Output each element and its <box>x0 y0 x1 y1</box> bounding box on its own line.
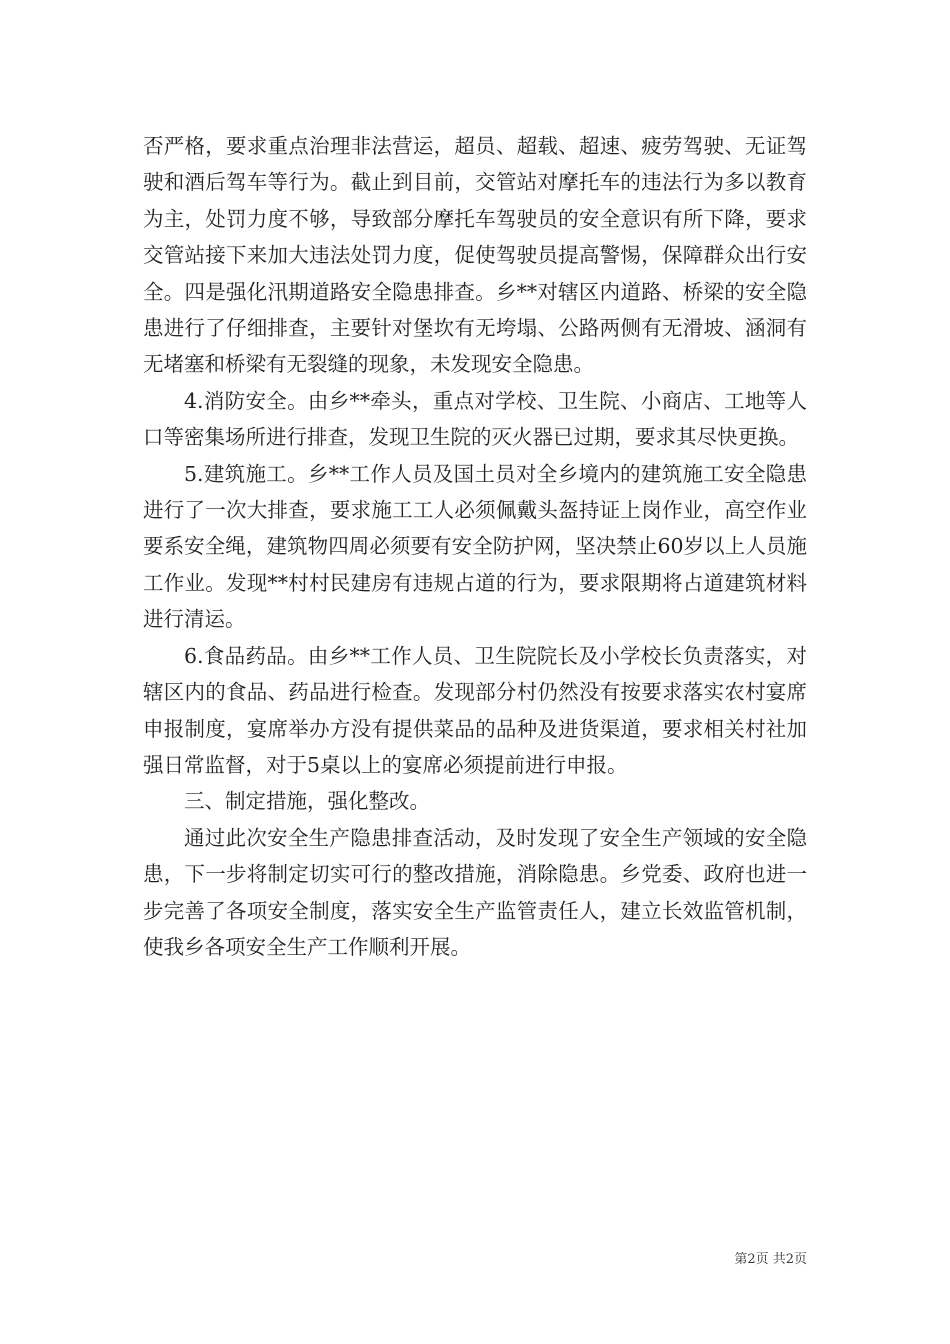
paragraph-conclusion: 通过此次安全生产隐患排查活动，及时发现了安全生产领域的安全隐患，下一步将制定切实可行的整改措施，消除隐患。乡党委、政府也进一步完善了各项安全制度，落实安全生产监管责任人，建立长效监管机制，使我乡各项安全生产工作顺利开展。 <box>143 825 807 959</box>
paragraph-food-drugs: 6.食品药品。由乡**工作人员、卫生院院长及小学校长负责落实，对辖区内的食品、药品进行检查。发现部分村仍然没有按要求落实农村宴席申报制度，宴席举办方没有提供菜品的品种及进货渠道，要求相关村社加强日常监督，对于5桌以上的宴席必须提前进行申报。 <box>143 643 807 777</box>
page-number-footer: 第2页 共2页 <box>734 1252 807 1267</box>
paragraph-fire-safety: 4.消防安全。由乡**牵头，重点对学校、卫生院、小商店、工地等人口等密集场所进行排查，发现卫生院的灭火器已过期，要求其尽快更换。 <box>143 388 807 450</box>
paragraph-construction: 5.建筑施工。乡**工作人员及国土员对全乡境内的建筑施工安全隐患进行了一次大排查，要求施工工人必须佩戴头盔持证上岗作业，高空作业要系安全绳，建筑物四周必须要有安全防护网，坚决禁止60岁以上人员施工作业。发现**村村民建房有违规占道的行为，要求限期将占道建筑材料进行清运。 <box>143 461 807 632</box>
paragraph-traffic-continued: 否严格，要求重点治理非法营运，超员、超载、超速、疲劳驾驶、无证驾驶和酒后驾车等行为。截止到目前，交管站对摩托车的违法行为多以教育为主，处罚力度不够，导致部分摩托车驾驶员的安全意识有所下降，要求交管站接下来加大违法处罚力度，促使驾驶员提高警惕，保障群众出行安全。四是强化汛期道路安全隐患排查。乡**对辖区内道路、桥梁的安全隐患进行了仔细排查，主要针对堡坎有无垮塌、公路两侧有无滑坡、涵洞有无堵塞和桥梁有无裂缝的现象，未发现安全隐患。 <box>143 134 807 377</box>
section-heading-measures: 三、制定措施，强化整改。 <box>184 789 430 814</box>
document-body <box>143 128 807 965</box>
